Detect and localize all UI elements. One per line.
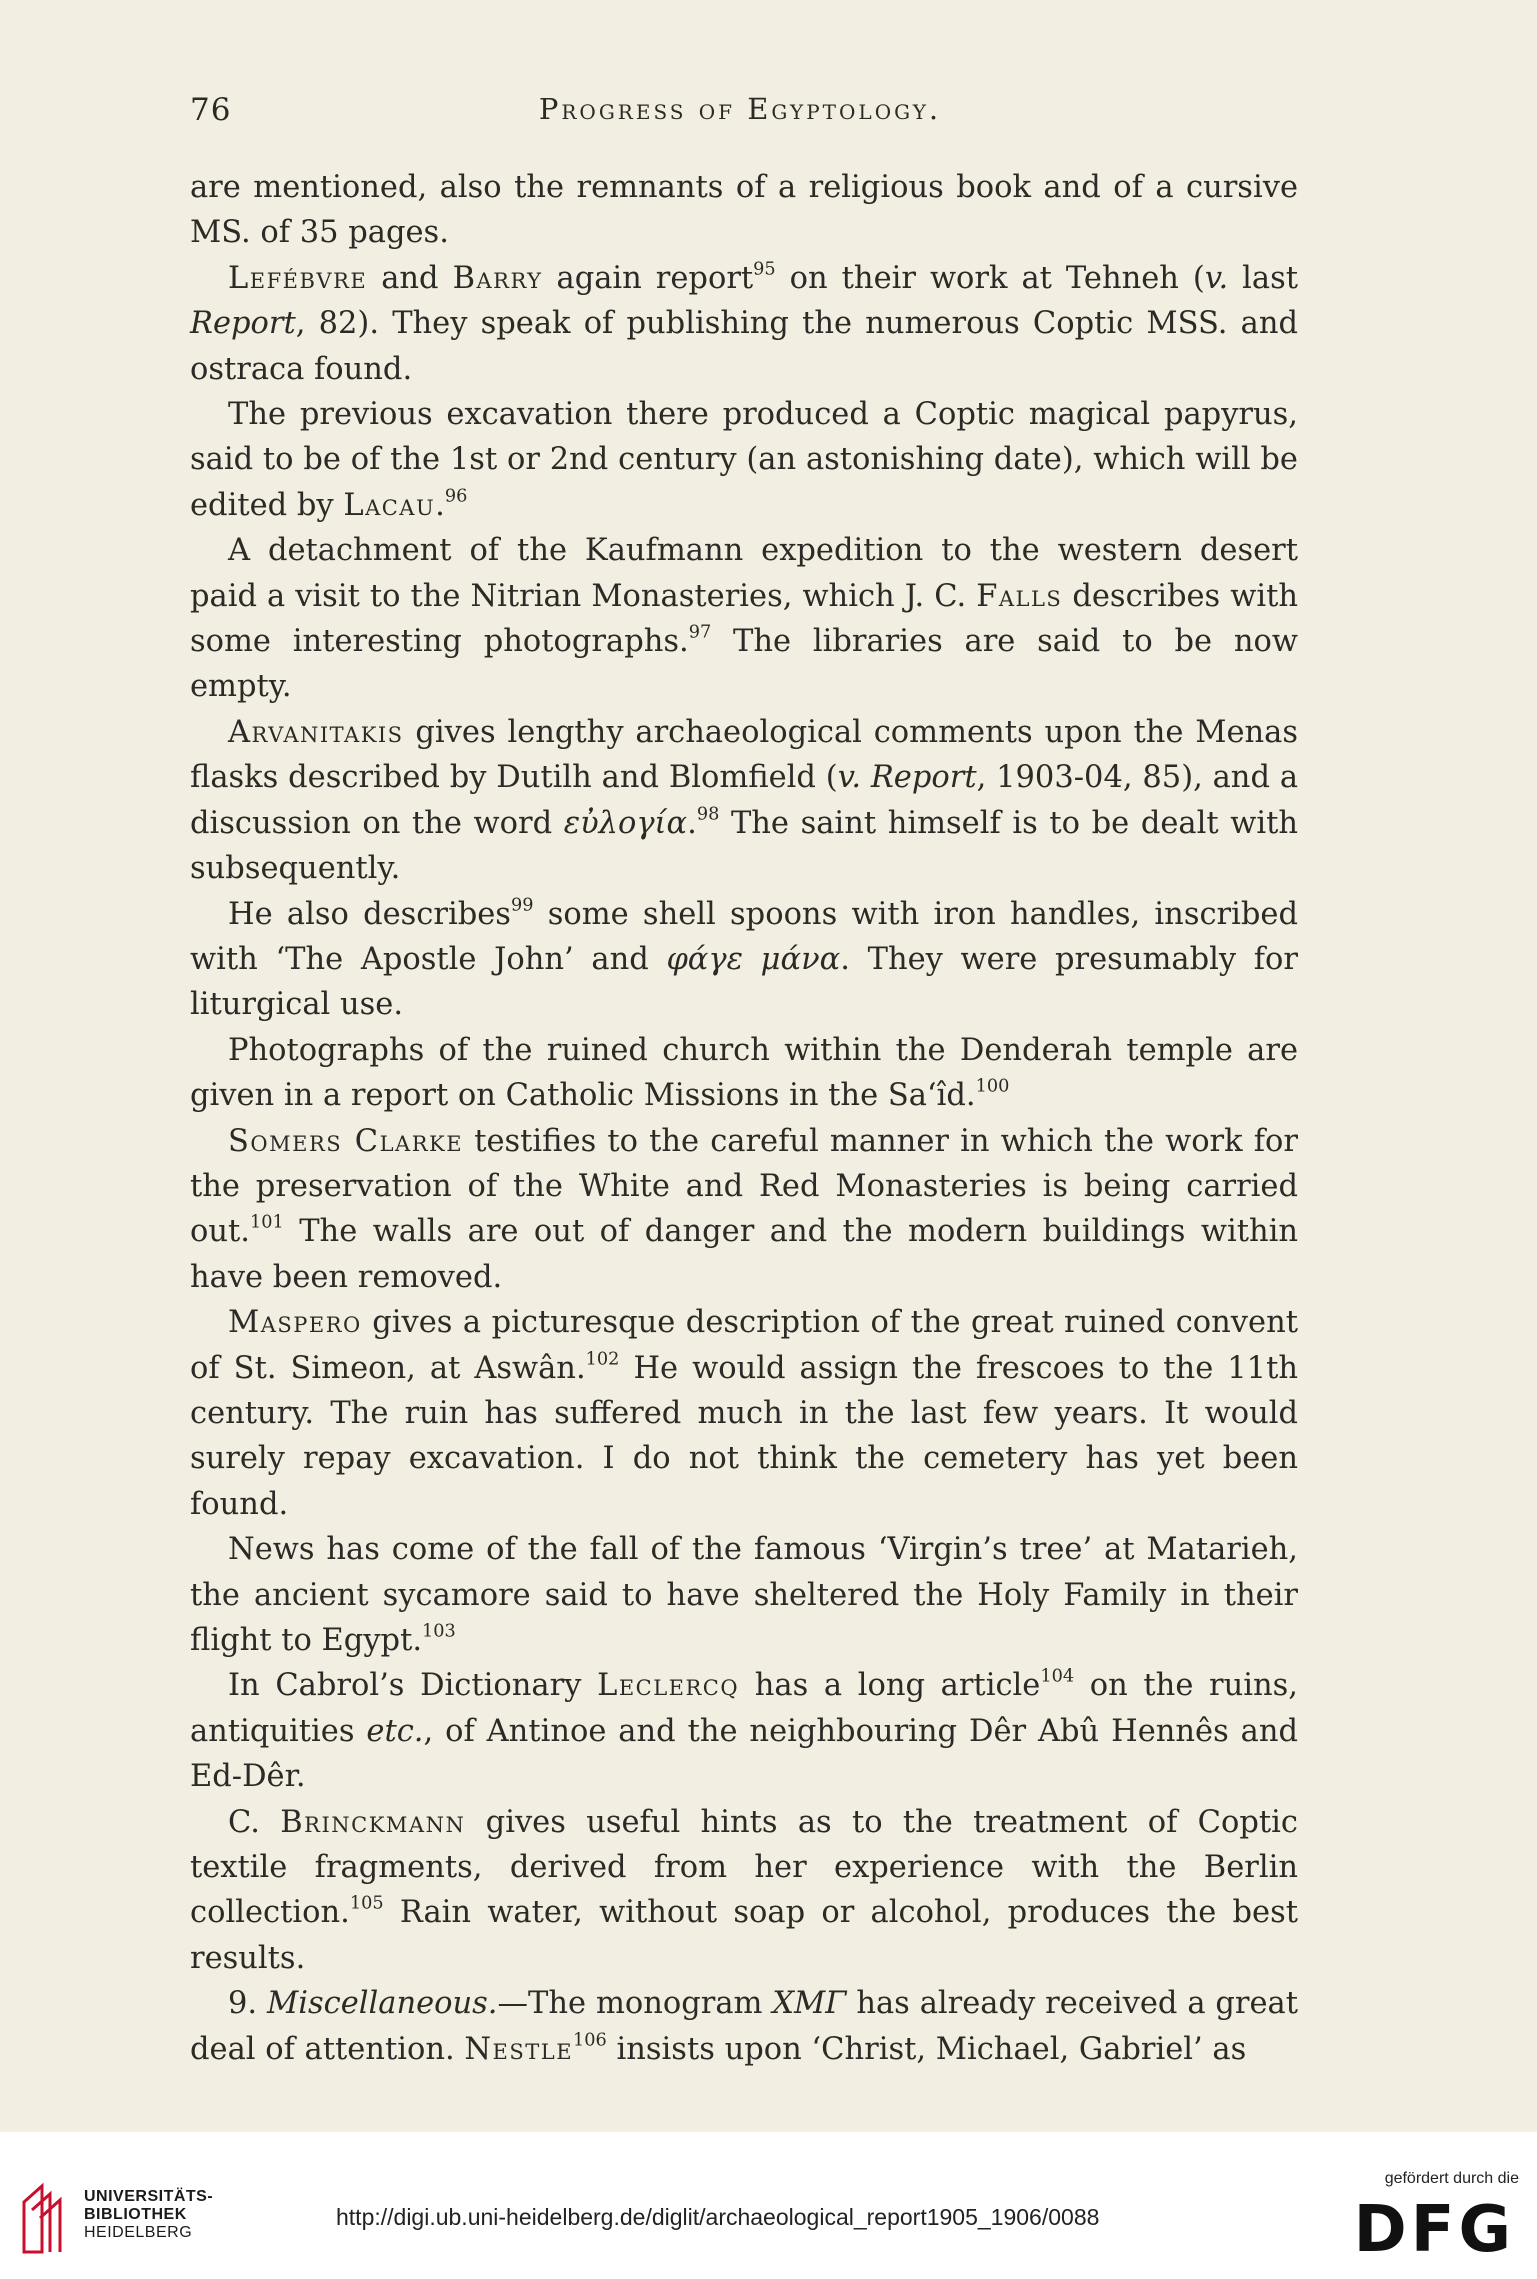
- paragraph: News has come of the fall of the famous ‘Virgin’s tree’ at Matarieh, the ancient sycamore said to have sheltered the Holy Family in their flight to Egypt.$^{103}$: [190, 1532, 1298, 1658]
- paragraph: Arvanitakis gives lengthy archaeological comments upon the Menas flasks described by Dutilh and Blomfield (v. Report, 1903-04, 85), and a discussion on the word εὐλογία.$^{98}$ The saint himself is to be dealt with subsequently.: [190, 714, 1298, 887]
- paragraph: The previous excavation there produced a Coptic magical papyrus, said to be of the 1st or 2nd century (an astonishing date), which will be edited by Lacau.$^{96}$: [190, 397, 1298, 523]
- paragraph: 9. Miscellaneous.—The monogram XMΓ has already received a great deal of attention. Nestle$^{106}$ insists upon ‘Christ, Michael, Gabriel’ as: [190, 1986, 1298, 2067]
- paragraph: A detachment of the Kaufmann expedition to the western desert paid a visit to the Nitrian Monasteries, which J. C. Falls describes with some interesting photographs.$^{97}$ The libraries are said to be now empty.: [190, 533, 1298, 705]
- paragraph: Maspero gives a picturesque description of the great ruined convent of St. Simeon, at Aswân.$^{102}$ He would assign the frescoes to the 11th century. The ruin has suffered much in the last few years. It would surely repay excavation. I do not think the cemetery has yet been found.: [190, 1305, 1298, 1522]
- library-name: [84, 2188, 213, 2242]
- viewer-footer: [0, 2132, 1537, 2279]
- page-header: [190, 92, 1290, 136]
- paragraph: C. Brinckmann gives useful hints as to the treatment of Coptic textile fragments, derived from her experience with the Berlin collection.$^{105}$ Rain water, without soap or alcohol, produces the best results.: [190, 1804, 1298, 1976]
- paragraph: Photographs of the ruined church within the Denderah temple are given in a report on Catholic Missions in the Sa‘îd.$^{100}$: [190, 1032, 1298, 1114]
- running-title: Progress of Egyptology.: [538, 92, 942, 126]
- page-number: 76: [190, 92, 232, 128]
- library-name-line3: HEIDELBERG: [84, 2224, 193, 2241]
- library-name-line1: UNIVERSITÄTS-: [84, 2188, 214, 2205]
- dfg-logo: DFG: [1353, 2193, 1515, 2267]
- funder-caption: gefördert durch die: [1384, 2170, 1519, 2187]
- permalink[interactable]: http://digi.ub.uni-heidelberg.de/diglit/archaeological_report1905_1906/0088: [336, 2204, 1100, 2230]
- library-name-line2: BIBLIOTHEK: [84, 2206, 187, 2223]
- paragraph: Lefébvre and Barry again report$^{95}$ on their work at Tehneh (v. last Report, 82). They speak of publishing the numerous Coptic MSS. and ostraca found.: [190, 259, 1298, 387]
- paragraph: Somers Clarke testifies to the careful manner in which the work for the preservation of the White and Red Monasteries is being carried out.$^{101}$ The walls are out of danger and the modern buildings within have been removed.: [190, 1123, 1298, 1295]
- paragraph: He also describes$^{99}$ some shell spoons with iron handles, inscribed with ‘The Apostle John’ and φάγε μάνα. They were presumably for liturgical use.: [190, 895, 1298, 1023]
- university-library-logo-icon: [20, 2182, 66, 2256]
- paragraph: are mentioned, also the remnants of a religious book and of a cursive MS. of 35 pages.: [190, 170, 1298, 251]
- paragraph: In Cabrol’s Dictionary Leclercq has a long article$^{104}$ on the ruins, antiquities etc., of Antinoe and the neighbouring Dêr Abû Hennês and Ed-Dêr.: [190, 1667, 1299, 1795]
- body-text: [190, 165, 1298, 2072]
